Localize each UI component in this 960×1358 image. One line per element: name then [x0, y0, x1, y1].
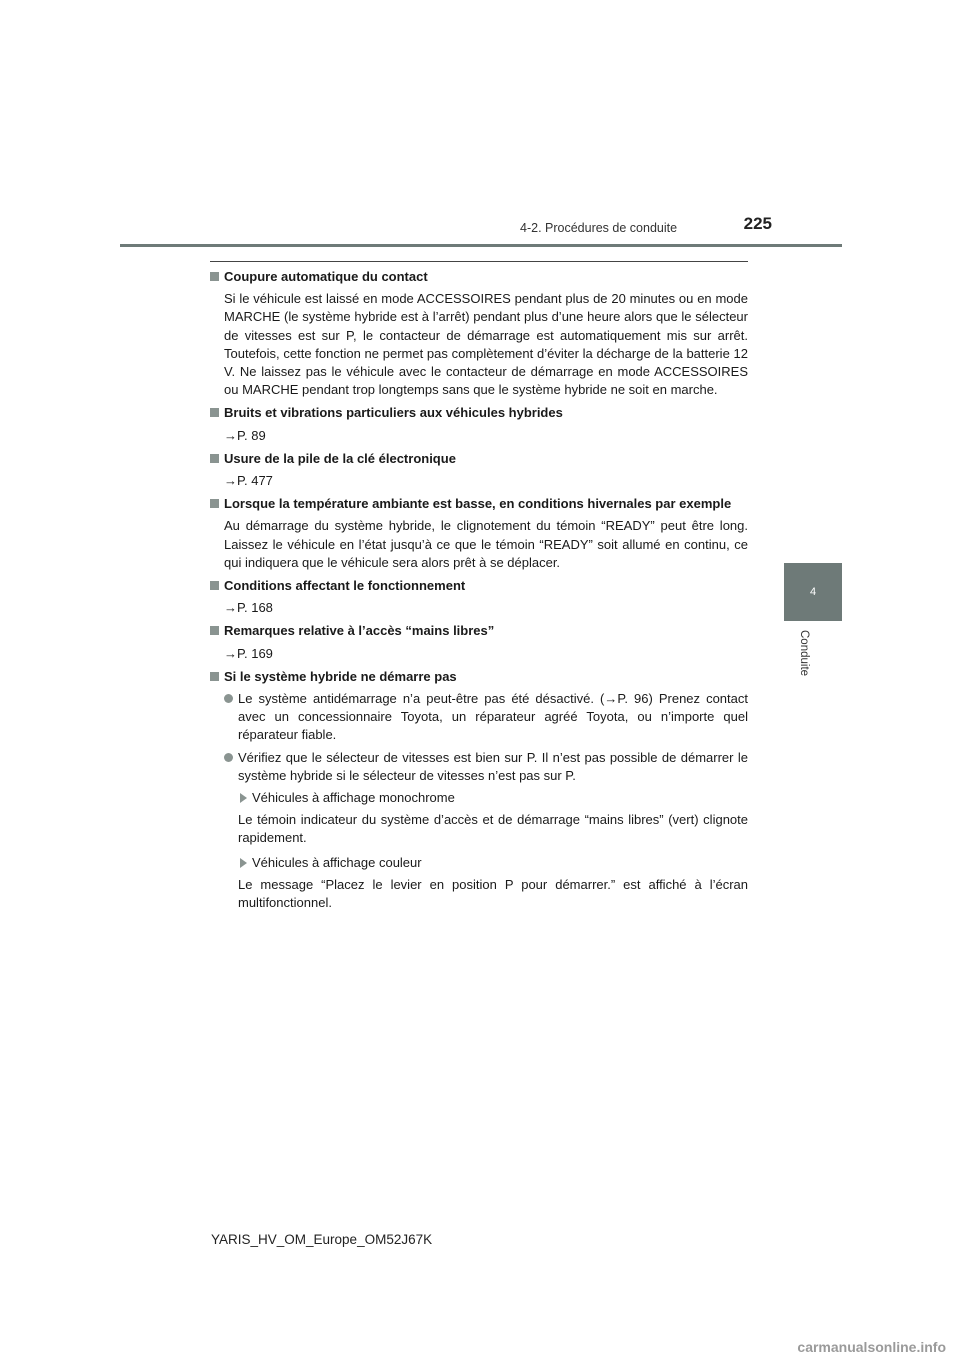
- page-reference: →P. 477: [224, 473, 273, 489]
- section-noise-vibration: [210, 404, 748, 444]
- section-title: Coupure automatique du contact: [224, 269, 428, 284]
- chapter-title: Conduite: [798, 630, 810, 677]
- section-key-battery: [210, 450, 748, 490]
- section-auto-off: [210, 268, 748, 399]
- section-no-start: [210, 668, 748, 912]
- sub-paragraph: Le message “Placez le levier en position P pour démarrer.” est affiché à l’écran multifonctionnel.: [238, 876, 748, 911]
- section-keyless-remarks: [210, 622, 748, 662]
- section-title: Usure de la pile de la clé électronique: [224, 450, 456, 466]
- footer-document-id: YARIS_HV_OM_Europe_OM52J67K: [211, 1232, 433, 1247]
- square-bullet-icon: [210, 454, 219, 463]
- bullet-text: Vérifiez que le sélecteur de vitesses est bien sur P. Il n’est pas possible de démarrer le système hybride si le sélecteur de vitesses n’est pas sur P.: [238, 749, 748, 783]
- section-paragraph: Au démarrage du système hybride, le clignotement du témoin “READY” peut être long. Laissez le véhicule en l’état jusqu’à ce que le témoin “READY” soit allumé en continu, ce qui indiquera que le véhicule sera alors prêt à se déplacer.: [224, 518, 748, 570]
- triangle-arrow-icon: [240, 858, 247, 868]
- square-bullet-icon: [210, 499, 219, 508]
- square-bullet-icon: [210, 626, 219, 635]
- page-reference: →P. 168: [224, 600, 273, 616]
- section-title: Bruits et vibrations particuliers aux véhicules hybrides: [224, 405, 563, 421]
- section-operating-conditions: [210, 577, 748, 617]
- content-rule: [210, 261, 748, 262]
- page-reference: →P. 89: [224, 427, 266, 443]
- page-reference: →P. 169: [224, 645, 273, 661]
- chapter-tab: [784, 563, 842, 621]
- watermark-text: carmanualsonline.info: [797, 1339, 946, 1355]
- section-paragraph: Si le véhicule est laissé en mode ACCESSOIRES pendant plus de 20 minutes ou en mode MARCHE (le système hybride est à l’arrêt) pendant plus d’une heure alors que le sélecteur de vitesses est sur P, le contacteur de démarrage est automatiquement mis sur arrêt. Toutefois, cette fonction ne permet pas complètement d’éviter la décharge de la batterie 12 V. Ne laissez pas le véhicule avec le contacteur de démarrage en mode ACCESSOIRES ou MARCHE pendant trop longtemps sans que le système hybride ne soit en marche.: [224, 291, 748, 398]
- section-title: Si le système hybride ne démarre pas: [224, 668, 457, 684]
- section-title: Lorsque la température ambiante est basse, en conditions hivernales par exemple: [224, 496, 732, 512]
- sub-label: Véhicules à affichage couleur: [252, 854, 422, 870]
- round-bullet-icon: [224, 694, 233, 703]
- section-low-temperature: [210, 495, 748, 572]
- sub-label: Véhicules à affichage monochrome: [252, 790, 455, 806]
- section-title: Conditions affectant le fonctionnement: [224, 578, 466, 594]
- page-content: [210, 268, 748, 918]
- page-number: 225: [743, 214, 772, 233]
- square-bullet-icon: [210, 272, 219, 281]
- round-bullet-icon: [224, 753, 233, 762]
- header-rule: [120, 244, 842, 247]
- square-bullet-icon: [210, 408, 219, 417]
- section-title: Remarques relative à l’accès “mains libres”: [224, 623, 495, 639]
- sub-paragraph: Le témoin indicateur du système d’accès et de démarrage “mains libres” (vert) clignote rapidement.: [238, 812, 748, 846]
- square-bullet-icon: [210, 672, 219, 681]
- chapter-number: 4: [809, 586, 817, 598]
- square-bullet-icon: [210, 581, 219, 590]
- watermark: [0, 1339, 960, 1358]
- header-section-title: 4-2. Procédures de conduite: [520, 221, 678, 235]
- bullet-text: Le système antidémarrage n’a peut-être pas été désactivé. (→P. 96) Prenez contact avec un concessionnaire Toyota, un réparateur agréé Toyota, ou n’importe quel réparateur fiable.: [238, 691, 748, 743]
- triangle-arrow-icon: [240, 793, 247, 803]
